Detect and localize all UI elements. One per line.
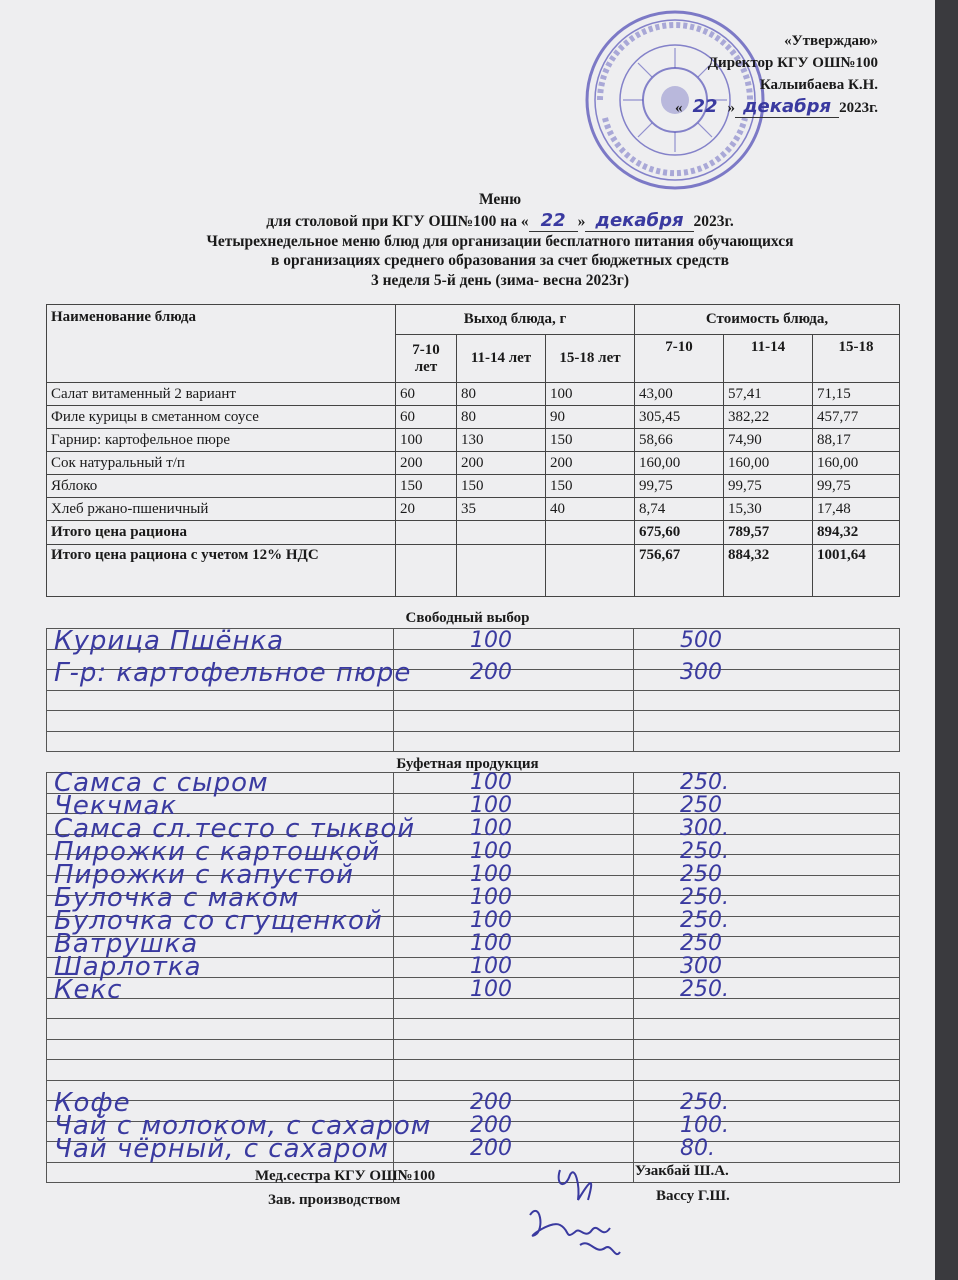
footer-production-name: Вассу Г.Ш. <box>656 1188 730 1204</box>
dish-name: Яблоко <box>47 475 396 498</box>
dish-output: 90 <box>546 406 635 429</box>
total-vat-value: 884,32 <box>724 545 813 597</box>
ruled-row <box>47 1162 900 1183</box>
dish-output: 150 <box>546 475 635 498</box>
handwritten-item-name: Чай с молоком, с сахаром <box>54 1111 432 1141</box>
dish-output: 20 <box>396 498 457 521</box>
total-label: Итого цена рациона <box>47 521 396 545</box>
dish-output: 100 <box>396 429 457 452</box>
handwritten-item-name: Пирожки с капустой <box>54 860 354 890</box>
header-cost: Стоимость блюда, <box>635 305 900 335</box>
header-age-cost: 11-14 <box>724 335 813 383</box>
menu-row <box>47 475 900 498</box>
handwritten-item-name: Шарлотка <box>54 952 202 982</box>
dish-output: 80 <box>457 406 546 429</box>
handwritten-item-weight: 100 <box>470 931 512 956</box>
handwritten-item-weight: 100 <box>470 977 512 1002</box>
menu-date-month: декабря <box>585 210 693 232</box>
approval-position: Директор КГУ ОШ№100 <box>707 55 878 71</box>
handwritten-item-weight: 100 <box>470 839 512 864</box>
ruled-row <box>47 731 900 752</box>
approval-date: « 22 » декабря 2023г. <box>674 96 878 117</box>
menu-row <box>47 452 900 475</box>
handwritten-item-price: 250 <box>680 862 722 887</box>
header-age-cost: 7-10 <box>635 335 724 383</box>
dish-cost: 43,00 <box>635 383 724 406</box>
handwritten-signature <box>520 1160 630 1270</box>
approval-director-name: Калыибаева К.Н. <box>759 77 878 93</box>
handwritten-item-weight: 100 <box>470 816 512 841</box>
footer-nurse-label: Мед.сестра КГУ ОШ№100 <box>255 1168 436 1184</box>
handwritten-item-price: 80. <box>680 1136 715 1161</box>
handwritten-item-price: 250. <box>680 770 729 795</box>
dish-cost: 57,41 <box>724 383 813 406</box>
dish-name: Хлеб ржано-пшеничный <box>47 498 396 521</box>
approval-date-day: 22 <box>692 96 718 117</box>
total-vat-value: 756,67 <box>635 545 724 597</box>
handwritten-item-name: Чай чёрный, с сахаром <box>54 1134 389 1164</box>
dish-cost: 305,45 <box>635 406 724 429</box>
handwritten-item-weight: 100 <box>470 885 512 910</box>
handwritten-item-weight: 100 <box>470 793 512 818</box>
handwritten-item-weight: 200 <box>470 1113 512 1138</box>
dish-name: Сок натуральный т/п <box>47 452 396 475</box>
handwritten-item-price: 300 <box>680 660 722 685</box>
handwritten-item-weight: 200 <box>470 660 512 685</box>
ruled-row <box>47 711 900 732</box>
handwritten-item-name: Булочка с маком <box>54 883 300 913</box>
header-age-out: 15-18 лет <box>546 335 635 383</box>
handwritten-item-name: Самса сл.тесто с тыквой <box>54 814 416 844</box>
dish-cost: 74,90 <box>724 429 813 452</box>
dish-cost: 160,00 <box>724 452 813 475</box>
menu-table <box>46 304 900 597</box>
dish-output: 40 <box>546 498 635 521</box>
approval-title: «Утверждаю» <box>784 33 878 49</box>
menu-row <box>47 383 900 406</box>
handwritten-item-price: 300. <box>680 816 729 841</box>
handwritten-item-price: 250 <box>680 793 722 818</box>
dish-cost: 99,75 <box>813 475 900 498</box>
handwritten-item-price: 250. <box>680 839 729 864</box>
menu-description-line-2: в организациях среднего образования за счет бюджетных средств <box>271 252 729 269</box>
total-value: 789,57 <box>724 521 813 545</box>
header-age-out: 11-14 лет <box>457 335 546 383</box>
handwritten-item-name: Самса с сыром <box>54 768 269 798</box>
header-dish-name: Наименование блюда <box>47 305 396 383</box>
menu-title-block <box>100 190 900 290</box>
dish-cost: 15,30 <box>724 498 813 521</box>
dish-output: 200 <box>396 452 457 475</box>
menu-title: Меню <box>478 191 522 208</box>
handwritten-item-weight: 100 <box>470 628 512 653</box>
total-value: 894,32 <box>813 521 900 545</box>
ruled-row <box>47 1019 900 1040</box>
footer-nurse-name: Узакбай Ш.А. <box>635 1163 729 1179</box>
dish-output: 150 <box>546 429 635 452</box>
approval-date-month: декабря <box>735 96 839 118</box>
approval-block <box>675 30 878 119</box>
handwritten-item-name: Г-р: картофельное пюре <box>54 658 412 688</box>
background-edge <box>935 0 958 1280</box>
handwritten-item-price: 250. <box>680 885 729 910</box>
menu-date-line: для столовой при КГУ ОШ№100 на « 22 » декабря 2023г. <box>266 209 734 231</box>
dish-output: 150 <box>457 475 546 498</box>
dish-cost: 88,17 <box>813 429 900 452</box>
handwritten-item-weight: 200 <box>470 1090 512 1115</box>
handwritten-item-name: Пирожки с картошкой <box>54 837 381 867</box>
handwritten-item-name: Кофе <box>54 1088 131 1118</box>
dish-output: 200 <box>546 452 635 475</box>
ruled-row <box>47 1060 900 1081</box>
total-value: 675,60 <box>635 521 724 545</box>
handwritten-item-weight: 100 <box>470 954 512 979</box>
total-vat-label: Итого цена рациона с учетом 12% НДС <box>47 545 396 597</box>
dish-output: 150 <box>396 475 457 498</box>
dish-cost: 99,75 <box>724 475 813 498</box>
handwritten-item-name: Кекс <box>54 975 123 1005</box>
dish-output: 130 <box>457 429 546 452</box>
dish-cost: 58,66 <box>635 429 724 452</box>
ruled-row <box>47 690 900 711</box>
menu-row <box>47 498 900 521</box>
handwritten-item-price: 500 <box>680 628 722 653</box>
dish-cost: 99,75 <box>635 475 724 498</box>
dish-cost: 17,48 <box>813 498 900 521</box>
dish-name: Филе курицы в сметанном соусе <box>47 406 396 429</box>
handwritten-item-price: 250. <box>680 977 729 1002</box>
handwritten-item-weight: 100 <box>470 770 512 795</box>
header-age-cost: 15-18 <box>813 335 900 383</box>
handwritten-item-price: 300 <box>680 954 722 979</box>
total-vat-value: 1001,64 <box>813 545 900 597</box>
dish-output: 100 <box>546 383 635 406</box>
menu-week-day: 3 неделя 5-й день (зима- весна 2023г) <box>371 271 629 289</box>
handwritten-item-weight: 100 <box>470 862 512 887</box>
handwritten-item-price: 250. <box>680 908 729 933</box>
dish-name: Гарнир: картофельное пюре <box>47 429 396 452</box>
handwritten-item-price: 250 <box>680 931 722 956</box>
handwritten-item-name: Чекчмак <box>54 791 178 821</box>
buffet-title: Буфетная продукция <box>396 756 539 772</box>
dish-cost: 160,00 <box>813 452 900 475</box>
handwritten-item-name: Ватрушка <box>54 929 199 959</box>
header-output: Выход блюда, г <box>396 305 635 335</box>
dish-cost: 382,22 <box>724 406 813 429</box>
dish-output: 200 <box>457 452 546 475</box>
handwritten-item-price: 100. <box>680 1113 729 1138</box>
dish-name: Салат витаменный 2 вариант <box>47 383 396 406</box>
handwritten-item-weight: 200 <box>470 1136 512 1161</box>
menu-date-day: 22 <box>529 210 578 232</box>
ruled-row <box>47 1039 900 1060</box>
menu-row <box>47 406 900 429</box>
dish-cost: 160,00 <box>635 452 724 475</box>
dish-cost: 457,77 <box>813 406 900 429</box>
dish-output: 60 <box>396 406 457 429</box>
dish-output: 80 <box>457 383 546 406</box>
menu-row <box>47 429 900 452</box>
handwritten-item-price: 250. <box>680 1090 729 1115</box>
dish-output: 35 <box>457 498 546 521</box>
dish-output: 60 <box>396 383 457 406</box>
header-age-out: 7-10 лет <box>396 335 457 383</box>
handwritten-item-name: Курица Пшёнка <box>54 626 285 656</box>
free-choice-title: Свободный выбор <box>405 610 530 626</box>
footer-production-label: Зав. производством <box>268 1192 401 1208</box>
menu-description-line: Четырехнедельное меню блюд для организации бесплатного питания обучающихся <box>206 232 794 250</box>
handwritten-item-weight: 100 <box>470 908 512 933</box>
dish-cost: 8,74 <box>635 498 724 521</box>
handwritten-item-name: Булочка со сгущенкой <box>54 906 383 936</box>
dish-cost: 71,15 <box>813 383 900 406</box>
